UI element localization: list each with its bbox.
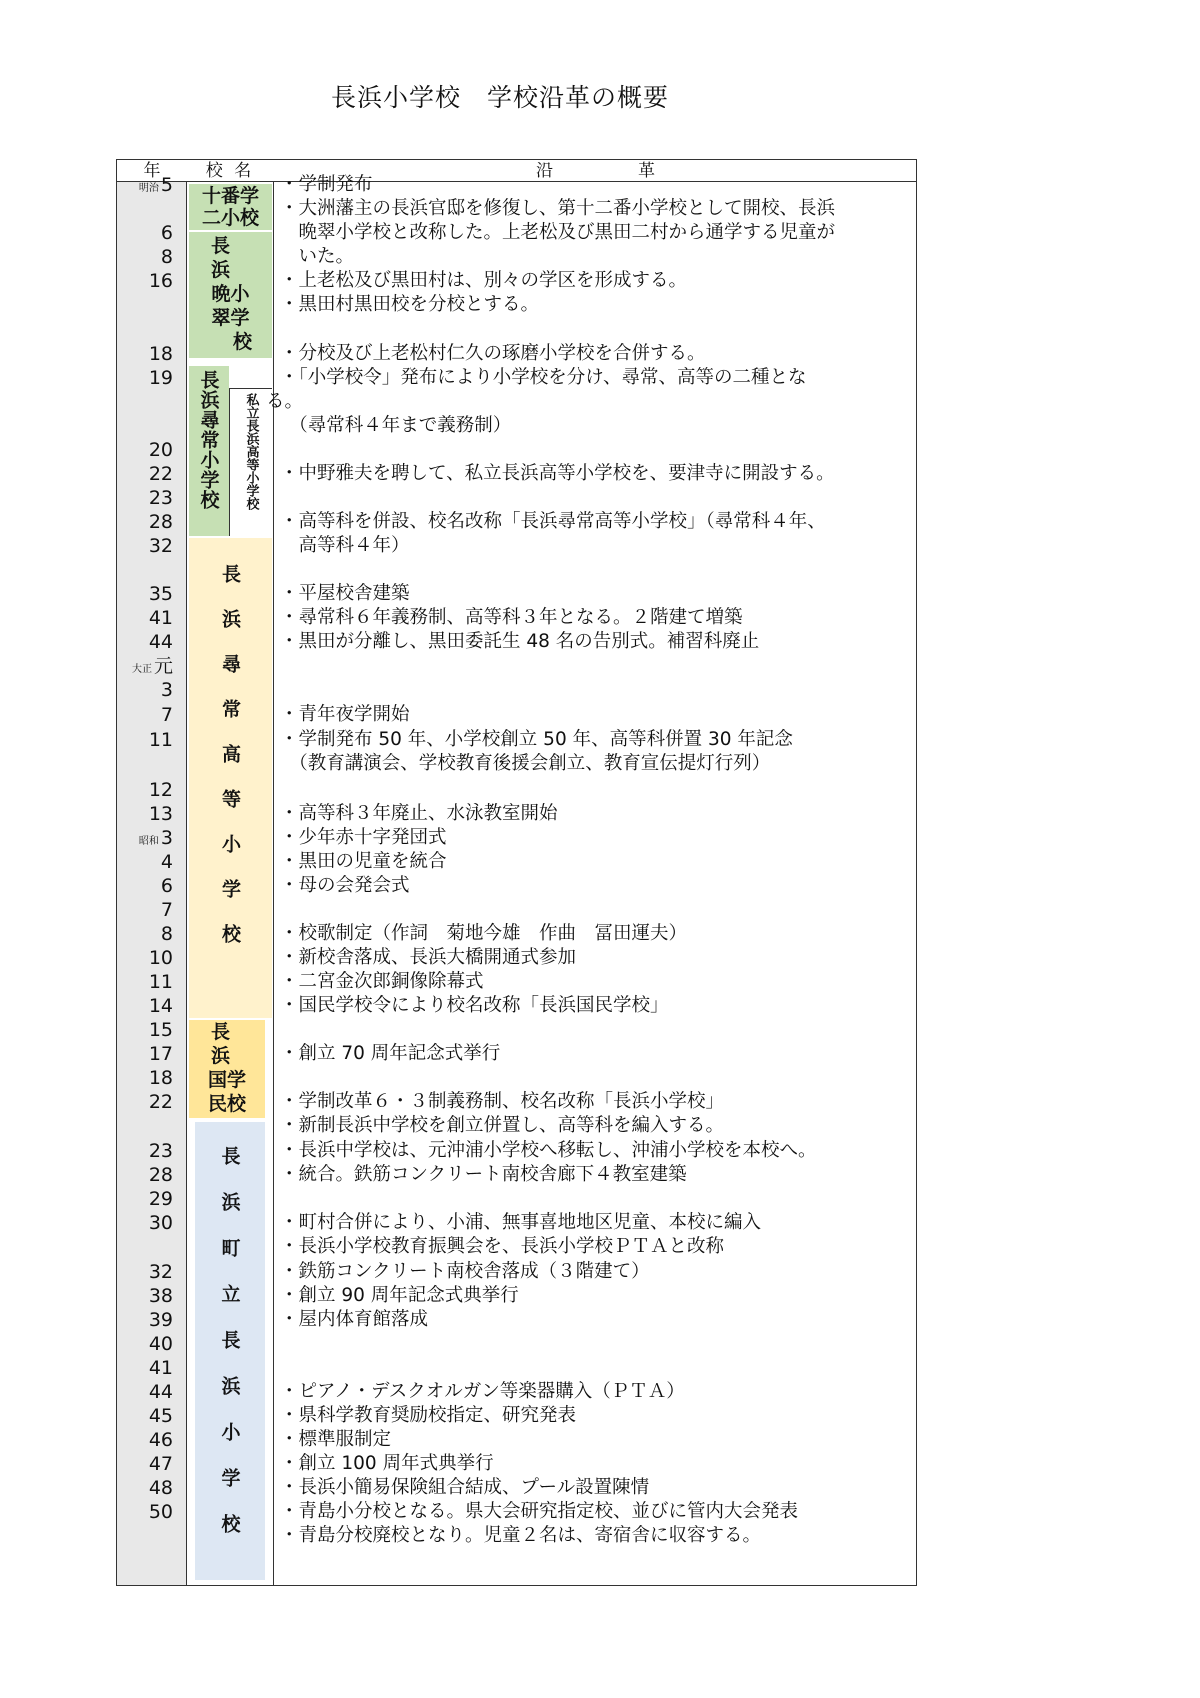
school-box-bansui <box>189 232 272 358</box>
year-label <box>116 802 186 826</box>
name-column-divider <box>273 160 274 1585</box>
year-label <box>116 245 186 269</box>
year-label <box>116 606 186 630</box>
school-bansui-e: 校 <box>232 331 252 353</box>
year-number: 22 <box>148 463 173 485</box>
year-label <box>116 946 186 970</box>
year-label <box>116 1428 186 1452</box>
school-kokumin-c: 国学 <box>207 1069 246 1091</box>
year-number: 7 <box>160 704 173 726</box>
year-label <box>116 510 186 534</box>
event-line: ・分校及び上老松村仁久の琢磨小学校を合併する。 <box>280 343 706 364</box>
year-label <box>116 1260 186 1284</box>
year-number: 8 <box>160 246 173 268</box>
year-number: 5 <box>160 174 173 196</box>
year-label <box>116 1090 186 1114</box>
year-label <box>116 486 186 510</box>
year-number: 44 <box>148 1381 173 1403</box>
year-label <box>116 630 186 654</box>
year-number: 3 <box>160 679 173 701</box>
school-bansui-d: 翠学 <box>211 307 250 329</box>
year-number: 10 <box>148 947 173 969</box>
year-number: 11 <box>148 729 173 751</box>
year-number: 7 <box>160 899 173 921</box>
header-year: 年 <box>143 161 161 181</box>
event-line: る。 <box>266 391 304 412</box>
year-label <box>116 221 186 245</box>
event-line: ・新制長浜中学校を創立併置し、高等科を編入する。 <box>280 1115 725 1136</box>
event-line: ・町村合併により、小浦、無事喜地地区児童、本校に編入 <box>280 1212 762 1233</box>
year-label <box>116 366 186 390</box>
year-label <box>116 1356 186 1380</box>
year-label <box>116 970 186 994</box>
year-label <box>116 438 186 462</box>
school-kokumin-b: 浜 <box>211 1045 231 1067</box>
year-number: 44 <box>148 631 173 653</box>
year-number: 13 <box>148 803 173 825</box>
year-number: 20 <box>148 439 173 461</box>
year-label <box>116 1163 186 1187</box>
event-line: ・黒田の児童を統合 <box>280 851 447 872</box>
school-koto-private: 私立長浜高等小学校 <box>243 393 259 510</box>
event-line: ・統合。鉄筋コンクリート南校舎廊下４教室建築 <box>280 1164 687 1185</box>
year-number: 16 <box>148 270 173 292</box>
school-chouritsu: 長浜町立長浜小学校 <box>218 1146 241 1560</box>
year-number: 41 <box>148 1357 173 1379</box>
event-line: 高等科４年） <box>280 535 410 556</box>
year-number: 40 <box>148 1333 173 1355</box>
year-label <box>116 898 186 922</box>
event-line: ・母の会発会式 <box>280 875 410 896</box>
school-box-juniban <box>189 184 272 230</box>
header-history: 沿 革 <box>536 161 655 181</box>
year-label <box>116 1332 186 1356</box>
year-number: 22 <box>148 1091 173 1113</box>
year-label <box>116 850 186 874</box>
year-label <box>116 1500 186 1524</box>
event-line: ・創立 100 周年式典挙行 <box>280 1453 494 1474</box>
event-line: ・黒田が分離し、黒田委託生 48 名の告別式。補習科廃止 <box>280 631 760 652</box>
year-number: 6 <box>160 222 173 244</box>
year-number: 28 <box>148 1164 173 1186</box>
year-label <box>116 1404 186 1428</box>
year-label <box>116 1308 186 1332</box>
event-line: ・創立 70 周年記念式挙行 <box>280 1043 501 1064</box>
year-label <box>116 1139 186 1163</box>
event-line: ・屋内体育館落成 <box>280 1309 429 1330</box>
event-line: ・学制発布 50 年、小学校創立 50 年、高等科併置 30 年記念 <box>280 729 793 750</box>
school-juniban-line2: 二小校 <box>201 207 259 229</box>
header-name: 校 名 <box>205 161 255 181</box>
event-line: ・高等科３年廃止、水泳教室開始 <box>280 803 558 824</box>
era-label: 大正 <box>131 664 152 675</box>
event-line: ・上老松及び黒田村は、別々の学区を形成する。 <box>280 270 688 291</box>
year-label <box>116 994 186 1018</box>
era-label: 昭和 <box>138 836 159 847</box>
year-label <box>116 778 186 802</box>
school-box-chouritsu <box>195 1122 265 1580</box>
year-label <box>116 1187 186 1211</box>
year-label <box>116 728 186 752</box>
year-number: 29 <box>148 1188 173 1210</box>
event-line: ・高等科を併設、校名改称「長浜尋常高等小学校」（尋常科４年、 <box>280 511 826 532</box>
event-line: ・「小学校令」発布により小学校を分け、尋常、高等の二種とな <box>280 367 807 388</box>
school-box-jinjo <box>189 366 229 536</box>
event-line: ・平屋校舎建築 <box>280 583 410 604</box>
year-label <box>116 534 186 558</box>
year-number: 50 <box>148 1501 173 1523</box>
year-number: 元 <box>153 655 173 677</box>
event-line: ・学制改革６・３制義務制、校名改称「長浜小学校」 <box>280 1091 725 1112</box>
event-line: ・国民学校令により校名改称「長浜国民学校」 <box>280 995 669 1016</box>
year-number: 32 <box>148 535 173 557</box>
school-box-jinjo-koto <box>189 538 272 1018</box>
year-number: 35 <box>148 583 173 605</box>
year-label <box>116 269 186 293</box>
year-label <box>116 678 186 702</box>
event-line: ・黒田村黒田校を分校とする。 <box>280 294 540 315</box>
year-number: 17 <box>148 1043 173 1065</box>
year-label <box>116 1380 186 1404</box>
year-number: 18 <box>148 343 173 365</box>
year-label <box>116 1284 186 1308</box>
year-label <box>116 703 186 727</box>
year-label <box>116 1042 186 1066</box>
year-label <box>116 342 186 366</box>
year-number: 38 <box>148 1285 173 1307</box>
event-line: ・少年赤十字発団式 <box>280 827 447 848</box>
school-kokumin-d: 民校 <box>207 1093 246 1115</box>
event-line: ・学制発布 <box>280 174 373 195</box>
event-line: ・ピアノ・デスクオルガン等楽器購入（ＰＴＡ） <box>280 1381 685 1402</box>
year-number: 30 <box>148 1212 173 1234</box>
event-line: ・二宮金次郎銅像除幕式 <box>280 971 484 992</box>
event-line: 晩翠小学校と改称した。上老松及び黒田二村から通学する児童が <box>280 222 836 243</box>
school-bansui-b: 浜 <box>211 259 231 281</box>
year-label <box>116 1066 186 1090</box>
year-number: 4 <box>160 851 173 873</box>
page-title: 長浜小学校 学校沿革の概要 <box>330 83 669 112</box>
year-label <box>116 874 186 898</box>
event-line: （教育講演会、学校教育後援会創立、教育宣伝提灯行列） <box>280 753 771 774</box>
event-line: ・青島小分校となる。県大会研究指定校、並びに管内大会発表 <box>280 1501 799 1522</box>
year-label <box>116 826 186 850</box>
event-line: ・青年夜学開始 <box>280 704 410 725</box>
event-line: （尋常科４年まで義務制） <box>280 415 512 436</box>
year-number: 19 <box>148 367 173 389</box>
event-line: ・鉄筋コンクリート南校舎落成（３階建て） <box>280 1261 650 1282</box>
year-number: 3 <box>160 827 173 849</box>
year-number: 18 <box>148 1067 173 1089</box>
school-bansui-a: 長 <box>211 235 231 257</box>
year-label <box>116 1211 186 1235</box>
year-number: 6 <box>160 875 173 897</box>
year-number: 23 <box>148 487 173 509</box>
year-number: 14 <box>148 995 173 1017</box>
school-box-kokumin <box>189 1020 265 1118</box>
school-bansui-c: 晩小 <box>211 283 250 305</box>
event-line: ・青島分校廃校となり。児童２名は、寄宿舎に収容する。 <box>280 1525 762 1546</box>
year-label <box>116 1476 186 1500</box>
year-number: 32 <box>148 1261 173 1283</box>
year-number: 11 <box>148 971 173 993</box>
year-number: 41 <box>148 607 173 629</box>
year-number: 28 <box>148 511 173 533</box>
year-label <box>116 922 186 946</box>
year-number: 48 <box>148 1477 173 1499</box>
year-label <box>116 582 186 606</box>
event-line: ・中野雅夫を聘して、私立長浜高等小学校を、要津寺に開設する。 <box>280 463 835 484</box>
event-line: ・長浜中学校は、元沖浦小学校へ移転し、沖浦小学校を本校へ。 <box>280 1140 817 1161</box>
school-juniban-line1: 十番学 <box>201 185 259 207</box>
event-line: ・長浜小学校教育振興会を、長浜小学校ＰＴＡと改称 <box>280 1236 725 1257</box>
year-number: 12 <box>148 779 173 801</box>
year-label <box>116 173 186 197</box>
event-line: ・長浜小簡易保険組合結成、プール設置陳情 <box>280 1477 650 1498</box>
school-jinjo: 長浜尋常小学校 <box>197 370 220 510</box>
year-number: 23 <box>148 1140 173 1162</box>
event-line: ・標準服制定 <box>280 1429 392 1450</box>
table-header <box>117 160 916 182</box>
year-label <box>116 1452 186 1476</box>
event-line: ・新校舎落成、長浜大橋開通式参加 <box>280 947 577 968</box>
year-number: 47 <box>148 1453 173 1475</box>
event-line: ・校歌制定（作詞 菊地今雄 作曲 冨田運夫） <box>280 923 688 944</box>
year-number: 15 <box>148 1019 173 1041</box>
event-line: ・県科学教育奨励校指定、研究発表 <box>280 1405 577 1426</box>
era-label: 明治 <box>138 183 159 194</box>
year-label <box>116 1018 186 1042</box>
year-label <box>116 654 186 678</box>
year-number: 39 <box>148 1309 173 1331</box>
event-line: ・創立 90 周年記念式典挙行 <box>280 1285 519 1306</box>
school-kokumin-a: 長 <box>211 1021 231 1043</box>
event-line: ・大洲藩主の長浜官邸を修復し、第十二番小学校として開校、長浜 <box>280 198 836 219</box>
year-number: 8 <box>160 923 173 945</box>
school-jinjo-koto: 長浜尋常高等小学校 <box>219 564 241 969</box>
year-number: 46 <box>148 1429 173 1451</box>
event-line: ・尋常科６年義務制、高等科３年となる。２階建て増築 <box>280 607 743 628</box>
year-label <box>116 462 186 486</box>
event-line: いた。 <box>280 246 355 267</box>
year-number: 45 <box>148 1405 173 1427</box>
